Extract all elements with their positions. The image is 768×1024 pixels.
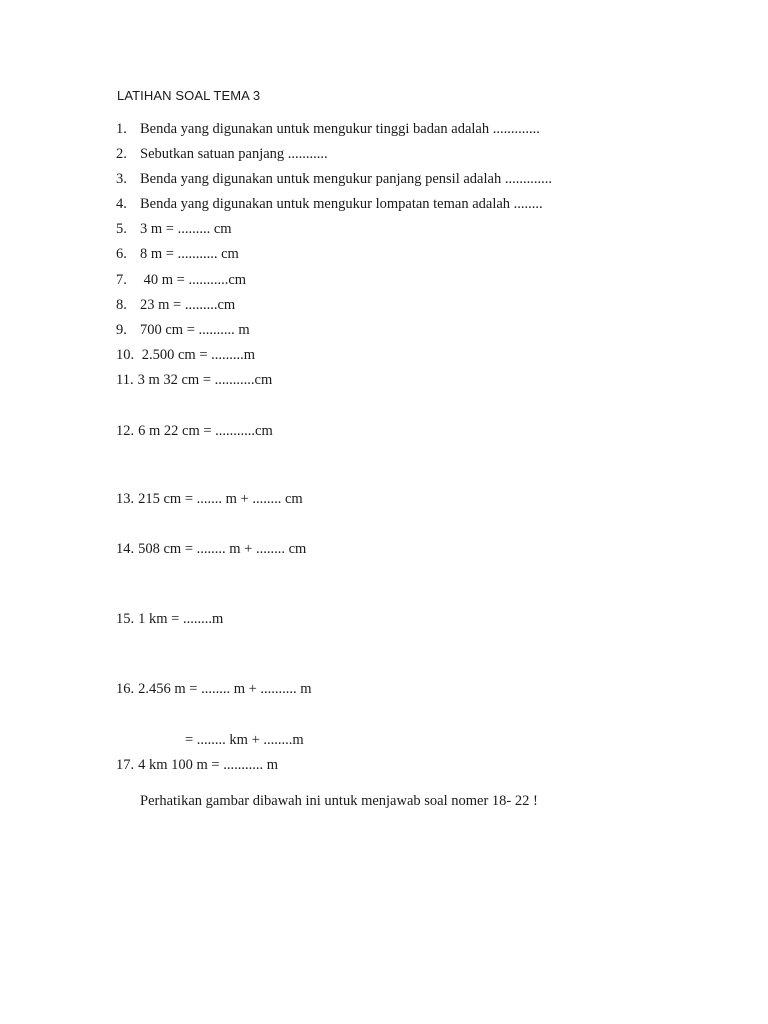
question-text: 40 m = ...........cm <box>140 272 247 288</box>
question-text: 508 cm = ........ m + ........ cm <box>138 541 307 557</box>
question-item <box>116 372 272 389</box>
question-number: 17. <box>116 757 135 773</box>
question-text: 6 m 22 cm = ...........cm <box>138 423 273 439</box>
question-number: 6. <box>116 246 127 262</box>
question-item <box>116 322 250 339</box>
question-number: 1. <box>116 121 127 137</box>
question-item <box>116 272 246 289</box>
question-text: 1 km = ........m <box>138 611 224 627</box>
question-number: 16. <box>116 681 135 697</box>
question-item <box>116 681 312 698</box>
question-item <box>116 491 303 508</box>
question-number: 10. <box>116 347 135 363</box>
question-number: 11. <box>116 372 134 388</box>
question-number: 4. <box>116 196 127 212</box>
question-text: Benda yang digunakan untuk mengukur panjang pensil adalah ............. <box>140 171 552 187</box>
question-text: 3 m 32 cm = ...........cm <box>137 372 273 388</box>
question-text: 700 cm = .......... m <box>140 322 250 338</box>
question-item <box>116 297 235 314</box>
question-number: 12. <box>116 423 135 439</box>
question-number: 9. <box>116 322 127 338</box>
question-text: Benda yang digunakan untuk mengukur tinggi badan adalah ............. <box>140 121 540 137</box>
question-text: 23 m = .........cm <box>140 297 236 313</box>
question-text: 8 m = ........... cm <box>140 246 239 262</box>
question-text: 2.456 m = ........ m + .......... m <box>138 681 312 697</box>
question-item <box>116 541 306 558</box>
question-item <box>116 146 328 163</box>
question-item <box>116 347 255 364</box>
question-text: Benda yang digunakan untuk mengukur lompatan teman adalah ........ <box>140 196 543 212</box>
question-16-continuation: = ........ km + ........m <box>185 732 304 748</box>
question-number: 7. <box>116 272 127 288</box>
question-item <box>116 171 552 188</box>
question-text: 2.500 cm = .........m <box>138 347 256 363</box>
question-text: Sebutkan satuan panjang ........... <box>140 146 328 162</box>
question-item <box>116 246 239 263</box>
question-number: 2. <box>116 146 127 162</box>
question-item <box>116 121 540 138</box>
instruction-note: Perhatikan gambar dibawah ini untuk menjawab soal nomer 18- 22 ! <box>140 793 538 809</box>
question-text: 215 cm = ....... m + ........ cm <box>138 491 303 507</box>
question-text: 4 km 100 m = ........... m <box>138 757 279 773</box>
question-number: 3. <box>116 171 127 187</box>
question-item <box>116 221 232 238</box>
question-number: 14. <box>116 541 135 557</box>
question-item <box>116 423 273 440</box>
question-number: 8. <box>116 297 127 313</box>
question-item <box>116 196 543 213</box>
question-item <box>116 757 278 774</box>
question-text: 3 m = ......... cm <box>140 221 232 237</box>
question-number: 13. <box>116 491 135 507</box>
question-item <box>116 611 223 628</box>
worksheet-title: LATIHAN SOAL TEMA 3 <box>117 88 261 103</box>
question-number: 5. <box>116 221 127 237</box>
question-number: 15. <box>116 611 135 627</box>
